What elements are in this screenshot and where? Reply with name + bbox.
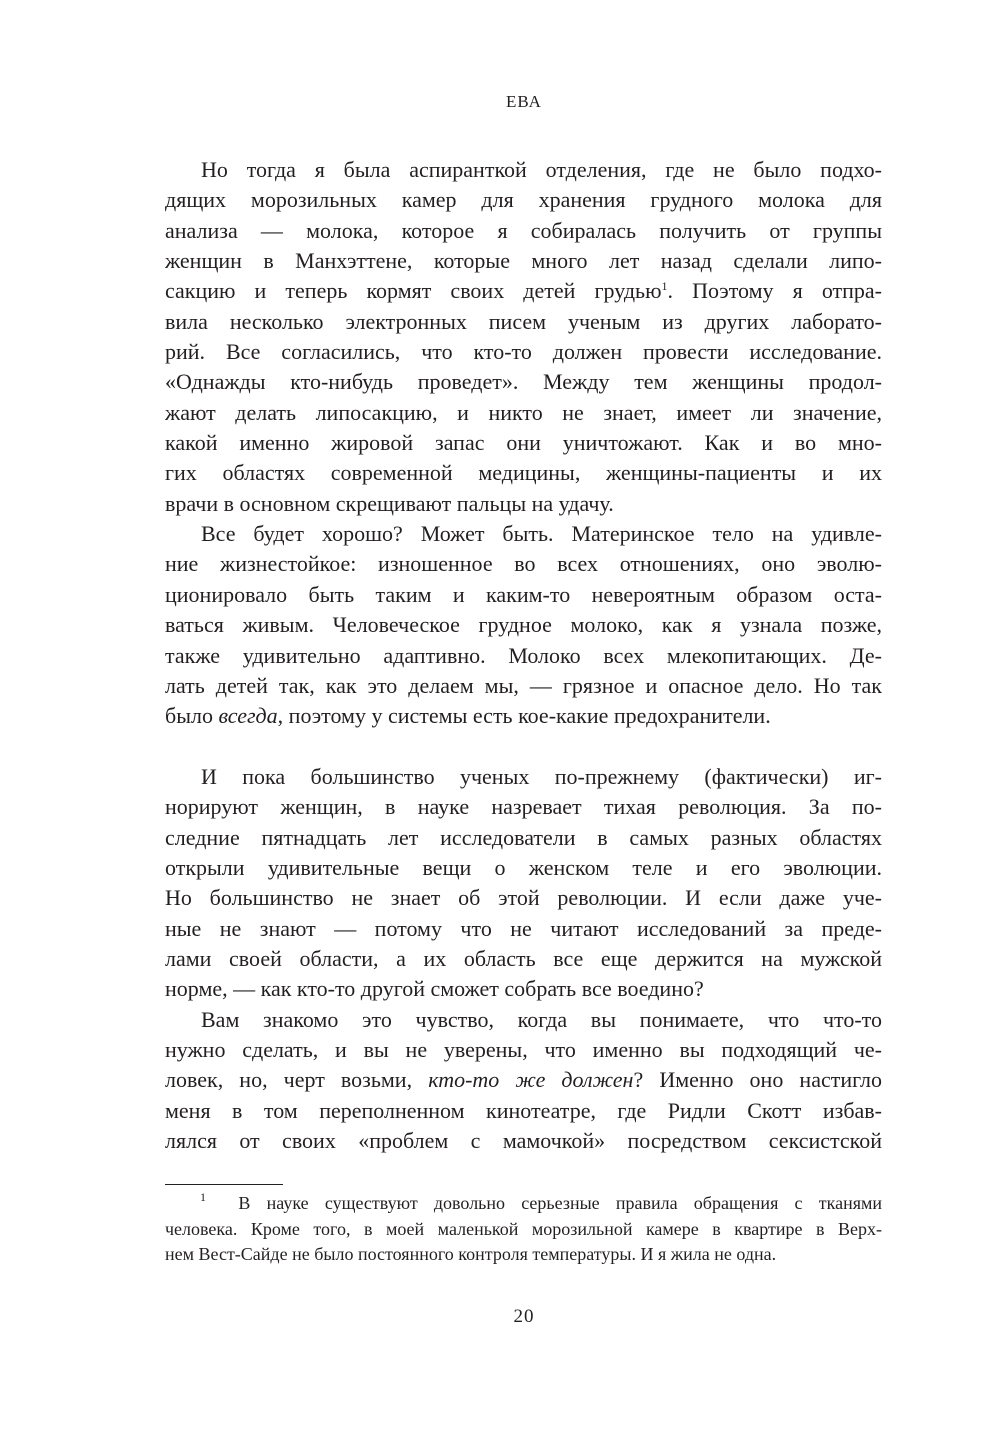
text-line — [165, 276, 882, 306]
text-line: анализа — молока, которое я собиралась получить от группы — [165, 217, 882, 243]
footnote-line: нем Вест-Сайде не было постоянного контроля температуры. И я жила не одна. — [165, 1244, 777, 1264]
text-line: Вам знакомо это чувство, когда вы понимаете, что что-то — [201, 1006, 882, 1032]
text-line: врачи в основном скрещивают пальцы на удачу. — [165, 490, 614, 516]
text-line: Но большинство не знает об этой революции. И если даже уче- — [165, 885, 882, 911]
text-span: было — [165, 703, 219, 729]
text-line: жают делать липосакцию, и никто не знает, имеет ли значение, — [165, 399, 882, 425]
text-line: лами своей области, а их область все еще держится на мужской — [165, 945, 882, 971]
text-line: дящих морозильных камер для хранения грудного молока для — [165, 187, 882, 213]
footnote-marker: 1 — [200, 1190, 206, 1204]
text-line: Все будет хорошо? Может быть. Материнское тело на удивле- — [201, 521, 882, 547]
text-line: лать детей так, как это делаем мы, — грязное и опасное дело. Но так — [165, 672, 882, 698]
text-line: ваться живым. Человеческое грудное молоко, как я узнала позже, — [165, 612, 882, 638]
text-line: какой именно жировой запас они уничтожают. Как и во мно- — [165, 430, 882, 456]
text-line: ционировало быть таким и каким-то невероятным образом оста- — [165, 581, 882, 607]
text-line — [165, 701, 882, 731]
text-line: нужно сделать, и вы не уверены, что именно вы подходящий че- — [165, 1036, 882, 1062]
text-span: . Поэтому я отпра- — [667, 278, 882, 304]
running-header: ЕВА — [506, 92, 542, 111]
italic-text: всегда — [218, 703, 278, 729]
text-span: ? Именно оно настигло — [633, 1067, 882, 1093]
text-line: ние жизнестойкое: изношенное во всех отношениях, оно эволю- — [165, 551, 882, 577]
section-break — [165, 732, 882, 762]
text-span: , поэтому у системы есть кое-какие предохранители. — [277, 703, 771, 729]
body-text — [165, 155, 882, 1156]
text-line: открыли удивительные вещи о женском теле и его эволюции. — [165, 854, 882, 880]
text-span: сакцию и теперь кормят своих детей грудью — [165, 278, 662, 304]
footnote-divider — [165, 1184, 283, 1185]
italic-text: кто-то же должен — [428, 1067, 634, 1093]
text-line: ные не знают — потому что не читают исследований за преде- — [165, 915, 882, 941]
text-line: И пока большинство ученых по-прежнему (фактически) иг- — [201, 763, 882, 789]
text-line: вила несколько электронных писем ученым из других лаборато- — [165, 308, 882, 334]
text-line: рий. Все согласились, что кто-то должен провести исследование. — [165, 339, 882, 365]
text-span: ловек, но, черт возьми, — [165, 1067, 429, 1093]
text-line: следние пятнадцать лет исследователи в самых разных областях — [165, 824, 882, 850]
text-line: Но тогда я была аспиранткой отделения, где не было подхо- — [201, 157, 882, 182]
text-line: меня в том переполненном кинотеатре, где Ридли Скотт избав- — [165, 1097, 882, 1123]
footnote-line — [165, 1191, 882, 1217]
text-line: норируют женщин, в науке назревает тихая революция. За по- — [165, 794, 882, 820]
text-line: норме, — как кто-то другой сможет собрать все воедино? — [165, 976, 704, 1002]
text-line: также удивительно адаптивно. Молоко всех млекопитающих. Де- — [165, 642, 882, 668]
text-line — [165, 1065, 882, 1095]
text-line: лялся от своих «проблем с мамочкой» посредством сексистской — [165, 1128, 882, 1153]
text-line: гих областях современной медицины, женщины-пациенты и их — [165, 460, 882, 486]
text-line: женщин в Манхэттене, которые много лет назад сделали липо- — [165, 248, 882, 274]
footnotes — [165, 1191, 882, 1268]
page-number: 20 — [513, 1306, 535, 1327]
footnote-line: человека. Кроме того, в моей маленькой морозильной камере в квартире в Верх- — [165, 1218, 882, 1239]
footnote-text: В науке существуют довольно серьезные правила обращения с тканями — [238, 1193, 883, 1213]
text-line: «Однажды кто-нибудь проведет». Между тем женщины продол- — [165, 369, 882, 395]
footnote-ref: 1 — [661, 279, 668, 294]
